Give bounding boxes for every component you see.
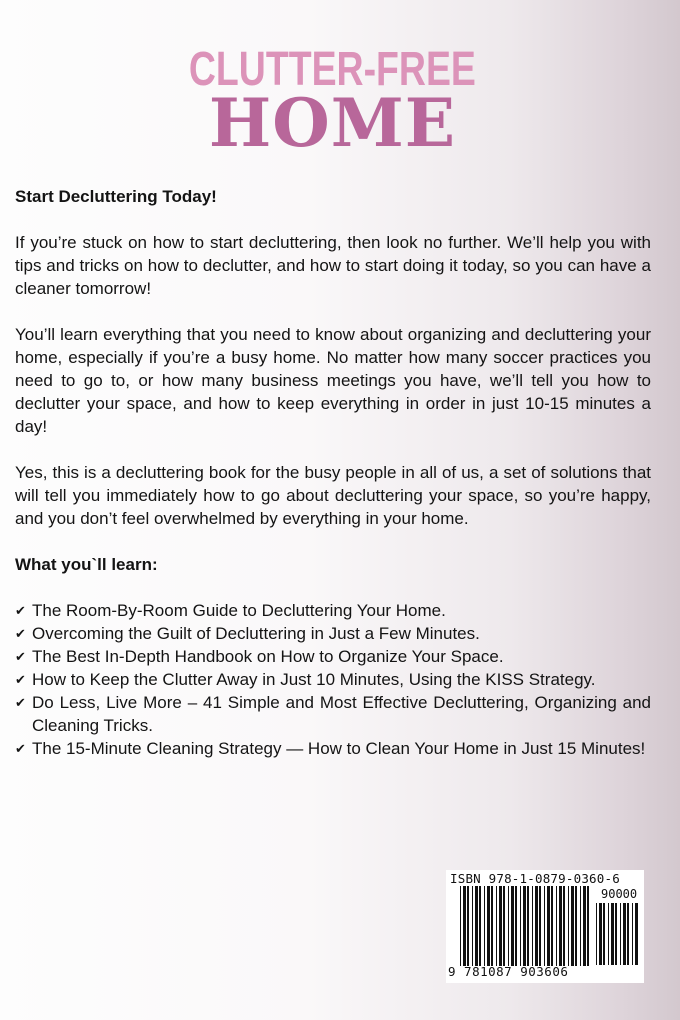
learn-list xyxy=(15,599,651,760)
price-code: 90000 xyxy=(601,887,638,901)
checkmark-icon: ✔ xyxy=(15,741,26,756)
intro-heading: Start Decluttering Today! xyxy=(15,187,217,206)
list-item: ✔ The 15-Minute Cleaning Strategy — How to Clean Your Home in Just 15 Minutes! xyxy=(15,739,646,758)
back-cover-text xyxy=(15,185,651,760)
checkmark-icon: ✔ xyxy=(15,603,26,618)
paragraph-2: You’ll learn everything that you need to know about organizing and decluttering your home, especially if you’re a busy home. No matter how many soccer practices you need to go to, or how many business meetings you have, we’ll tell you how to declutter your space, and how to keep everything in order in just 10-15 minutes a day! xyxy=(15,325,651,436)
checkmark-icon: ✔ xyxy=(15,672,26,687)
checkmark-icon: ✔ xyxy=(15,626,26,641)
paragraph-1: If you’re stuck on how to start decluttering, then look no further. We’ll help you with tips and tricks on how to declutter, and how to start doing it today, so you can have a cleaner tomorrow! xyxy=(15,233,651,298)
checkmark-icon: ✔ xyxy=(15,649,26,664)
barcode-main xyxy=(460,886,592,966)
barcode-addon xyxy=(596,903,640,965)
learn-heading: What you`ll learn: xyxy=(15,555,158,574)
list-item: ✔ How to Keep the Clutter Away in Just 10 Minutes, Using the KISS Strategy. xyxy=(15,670,596,689)
list-item: ✔ Do Less, Live More – 41 Simple and Most Effective Decluttering, Organizing and Cleaning Tricks. xyxy=(15,693,651,735)
isbn-barcode-block xyxy=(446,870,644,983)
barcode-digits: 9 781087 903606 xyxy=(448,964,569,979)
title-line-1: CLUTTER-FREE xyxy=(188,43,476,96)
list-item: ✔ Overcoming the Guilt of Decluttering in Just a Few Minutes. xyxy=(15,624,480,643)
title-line-2: HOME xyxy=(208,84,457,162)
isbn-label: ISBN 978-1-0879-0360-6 xyxy=(450,871,620,886)
checkmark-icon: ✔ xyxy=(15,695,26,710)
list-item: ✔ The Best In-Depth Handbook on How to Organize Your Space. xyxy=(15,647,504,666)
list-item: ✔ The Room-By-Room Guide to Decluttering Your Home. xyxy=(15,601,446,620)
paragraph-3: Yes, this is a decluttering book for the busy people in all of us, a set of solutions that will tell you immediately how to go about decluttering your space, so you’re happy, and you don’t feel overwhelmed by everything in your home. xyxy=(15,463,651,528)
